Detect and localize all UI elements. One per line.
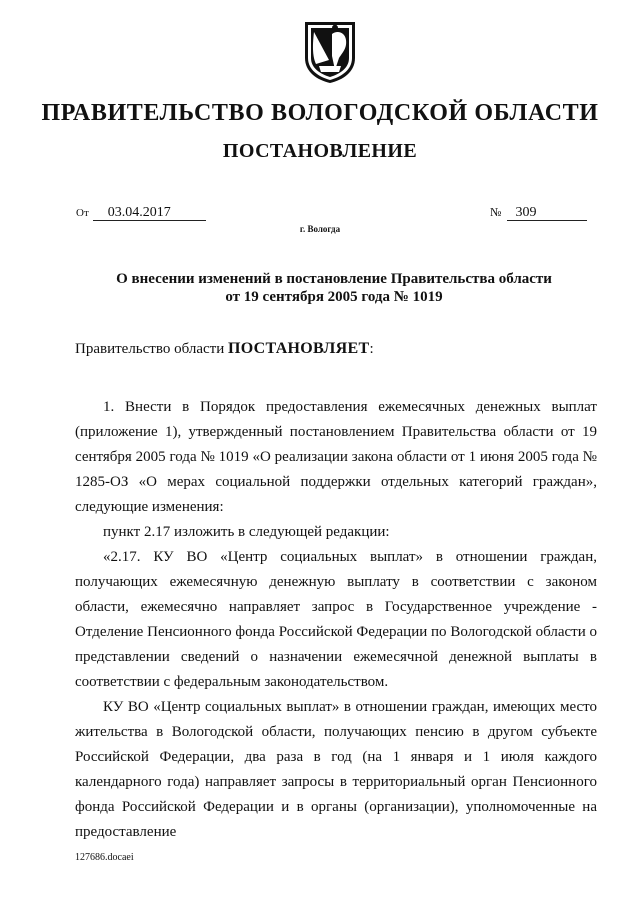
paragraph-1: 1. Внести в Порядок предоставления ежемесячных денежных выплат (приложение 1), утвержденный постановлением Правительства области от 19 сентября 2005 года № 1019 «О реализации закона области от 1 июня 2005 года № 1285-ОЗ «О мерах социальной поддержки отдельных категорий граждан», следующие изменения: — [75, 399, 597, 515]
document-type: ПОСТАНОВЛЕНИЕ — [222, 140, 418, 162]
number-field — [490, 205, 587, 221]
paragraph-4: КУ ВО «Центр социальных выплат» в отношении граждан, имеющих место жительства в Вологодской области, получающих пенсию в другом субъекте Российской Федерации, два раза в год (на 1 января и 1 июля каждого календарного года) направляет запросы в территориальный орган Пенсионного фонда Российской Федерации и в органы (организации), уполномоченные на предоставление — [75, 699, 597, 840]
date-value: 03.04.2017 — [93, 205, 206, 221]
document-body — [75, 395, 597, 845]
date-prefix: От — [76, 207, 89, 219]
document-subject — [60, 270, 608, 306]
subject-line-1: О внесении изменений в постановление Правительства области — [116, 271, 552, 287]
date-field — [76, 205, 206, 221]
preamble — [75, 340, 374, 358]
paragraph-2: пункт 2.17 изложить в следующей редакции: — [103, 524, 390, 540]
number-value: 309 — [507, 205, 587, 221]
coat-of-arms-icon — [299, 18, 361, 84]
preamble-action: ПОСТАНОВЛЯЕТ — [227, 340, 370, 357]
footer-file-name: 127686.docaei — [75, 852, 134, 863]
paragraph-3: «2.17. КУ ВО «Центр социальных выплат» в отношении граждан, получающих ежемесячную денежную выплату в соответствии с законом области, ежемесячно направляет запрос в Государственное учреждение - Отделение Пенсионного фонда Российской Федерации по Вологодской области о представлении сведений о назначении ежемесячной денежной выплаты в соответствии с федеральным законодательством. — [75, 549, 597, 690]
city: г. Вологда — [299, 224, 341, 234]
subject-line-2: от 19 сентября 2005 года № 1019 — [225, 289, 443, 305]
number-prefix: № — [490, 205, 502, 219]
preamble-colon: : — [369, 341, 374, 357]
preamble-text: Правительство области — [75, 341, 225, 357]
government-title: ПРАВИТЕЛЬСТВО ВОЛОГОДСКОЙ ОБЛАСТИ — [41, 100, 599, 126]
